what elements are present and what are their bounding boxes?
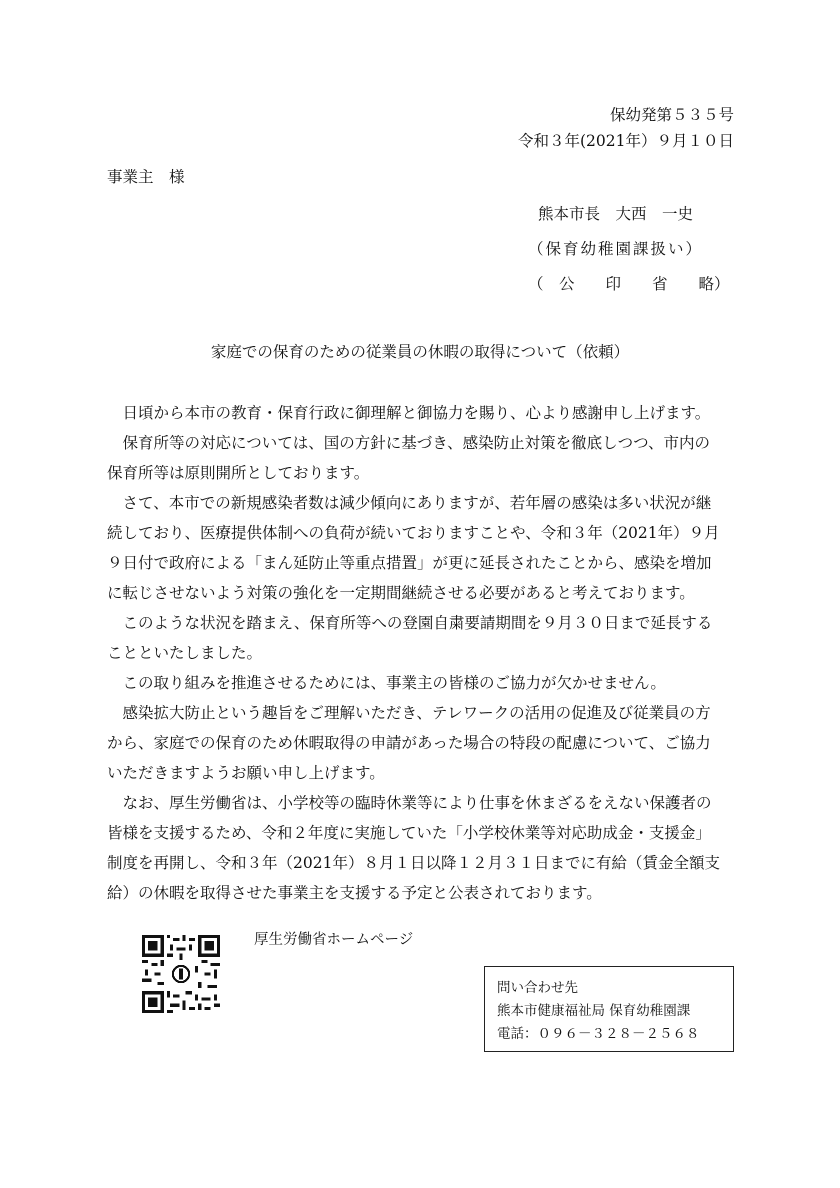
body-line: 日頃から本市の教育・保育行政に御理解と御協力を賜り、心より感謝申し上げます。 — [107, 404, 711, 422]
qr-caption: 厚生労働省ホームページ — [254, 932, 414, 948]
body-line: 感染拡大防止という趣旨をご理解いただき、テレワークの活用の促進及び従業員の方 — [107, 704, 711, 722]
body-line: 続しており、医療提供体制への負荷が続いておりますことや、令和３年（2021年）９月 — [107, 524, 720, 542]
contact-box — [484, 966, 734, 1052]
sender-name: 熊本市長 大西 一史 — [538, 205, 694, 223]
body-line: ９日付で政府による「まん延防止等重点措置」が更に延長されたことから、感染を増加 — [107, 554, 712, 572]
paragraph — [107, 428, 739, 488]
body-line: に転じさせないよう対策の強化を一定期間継続させる必要があると考えております。 — [107, 584, 695, 602]
paragraph — [107, 398, 739, 428]
contact-phone: 電話：０９６－３２８－２５６８ — [497, 1026, 700, 1042]
body-line: さて、本市での新規感染者数は減少傾向にありますが、若年層の感染は多い状況が継 — [107, 494, 712, 512]
paragraph — [107, 668, 739, 698]
body-line: 制度を再開し、令和３年（2021年）８月１日以降１２月３１日までに有給（賃金全額支 — [107, 854, 720, 872]
paragraph — [107, 608, 739, 668]
qr-code-icon[interactable] — [142, 935, 220, 1013]
contact-heading: 問い合わせ先 — [497, 980, 578, 996]
paragraph — [107, 488, 739, 608]
body-line: 保育所等は原則開所としております。 — [107, 464, 370, 482]
contact-department: 熊本市健康福祉局 保育幼稚園課 — [497, 1003, 691, 1019]
body-line: から、家庭での保育のため休暇取得の申請があった場合の特段の配慮について、ご協力 — [107, 734, 711, 752]
body-line: この取り組みを推進させるためには、事業主の皆様のご協力が欠かせません。 — [107, 674, 666, 692]
body-line: 皆様を支援するため、令和２年度に実施していた「小学校休業等対応助成金・支援金」 — [107, 824, 711, 842]
document-title: 家庭での保育のための従業員の休暇の取得について（依頼） — [210, 343, 630, 361]
body-line: 保育所等の対応については、国の方針に基づき、感染防止対策を徹底しつつ、市内の — [107, 434, 710, 452]
addressee: 事業主 様 — [107, 168, 185, 186]
document-date: 令和３年(2021年）９月１０日 — [518, 132, 734, 150]
sender-department: （保育幼稚園課扱い） — [528, 240, 704, 258]
body-line: 給）の休暇を取得させた事業主を支援する予定と公表されております。 — [107, 884, 602, 902]
paragraph — [107, 788, 739, 908]
body-line: いただきますようお願い申し上げます。 — [107, 764, 385, 782]
body-line: ことといたしました。 — [107, 644, 263, 662]
body-text — [107, 398, 739, 908]
paragraph — [107, 698, 739, 788]
body-line: なお、厚生労働省は、小学校等の臨時休業等により仕事を休まざるをえない保護者の — [107, 794, 712, 812]
body-line: このような状況を踏まえ、保育所等への登園自粛要請期間を９月３０日まで延長する — [107, 614, 713, 632]
document-number: 保幼発第５３５号 — [609, 106, 734, 124]
seal-omitted-note: （ 公 印 省 略） — [528, 275, 730, 293]
